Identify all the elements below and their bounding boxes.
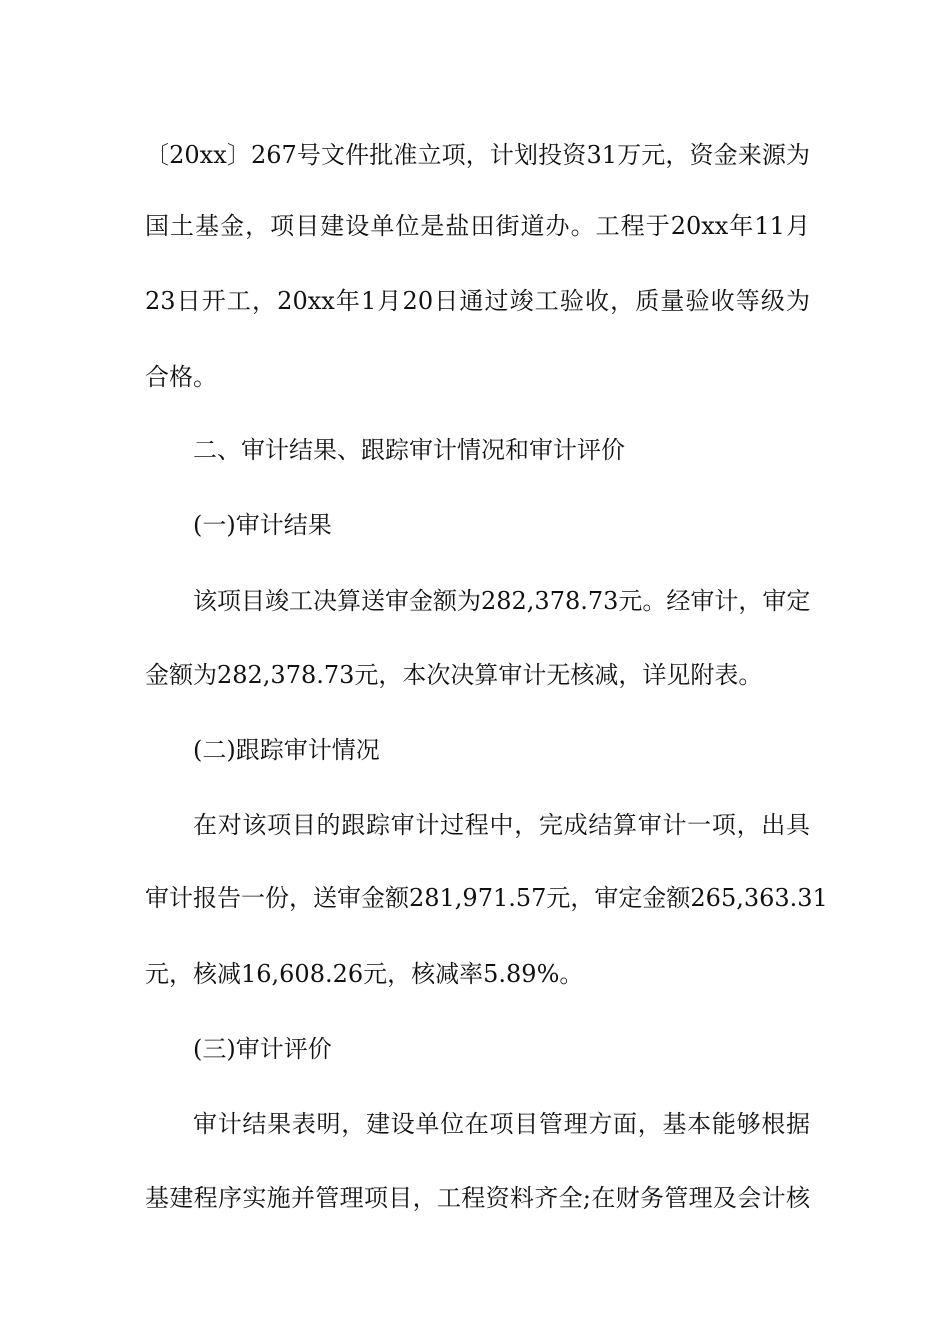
subsection-heading: (一)审计结果: [193, 511, 332, 539]
section-heading: 二、审计结果、跟踪审计情况和审计评价: [193, 436, 625, 464]
paragraph-line: 国土基金，项目建设单位是盐田街道办。工程于20xx年11月: [145, 212, 810, 240]
paragraph-line: 审计报告一份，送审金额281,971.57元，审定金额265,363.31: [145, 884, 828, 912]
subsection-heading: (三)审计评价: [193, 1035, 332, 1063]
paragraph-line: 元，核减16,608.26元，核减率5.89%。: [145, 960, 584, 988]
paragraph-line: 在对该项目的跟踪审计过程中，完成结算审计一项，出具: [193, 811, 810, 839]
paragraph-line: 〔20xx〕267号文件批准立项，计划投资31万元，资金来源为: [145, 141, 810, 169]
paragraph-line: 审计结果表明，建设单位在项目管理方面，基本能够根据: [193, 1110, 810, 1138]
subsection-heading: (二)跟踪审计情况: [193, 736, 380, 764]
paragraph-line: 合格。: [145, 363, 217, 391]
paragraph-line: 23日开工，20xx年1月20日通过竣工验收，质量验收等级为: [145, 287, 810, 315]
paragraph-line: 该项目竣工决算送审金额为282,378.73元。经审计，审定: [193, 587, 811, 615]
paragraph-line: 基建程序实施并管理项目，工程资料齐全;在财务管理及会计核: [145, 1184, 810, 1212]
paragraph-line: 金额为282,378.73元，本次决算审计无核减，详见附表。: [145, 661, 763, 689]
